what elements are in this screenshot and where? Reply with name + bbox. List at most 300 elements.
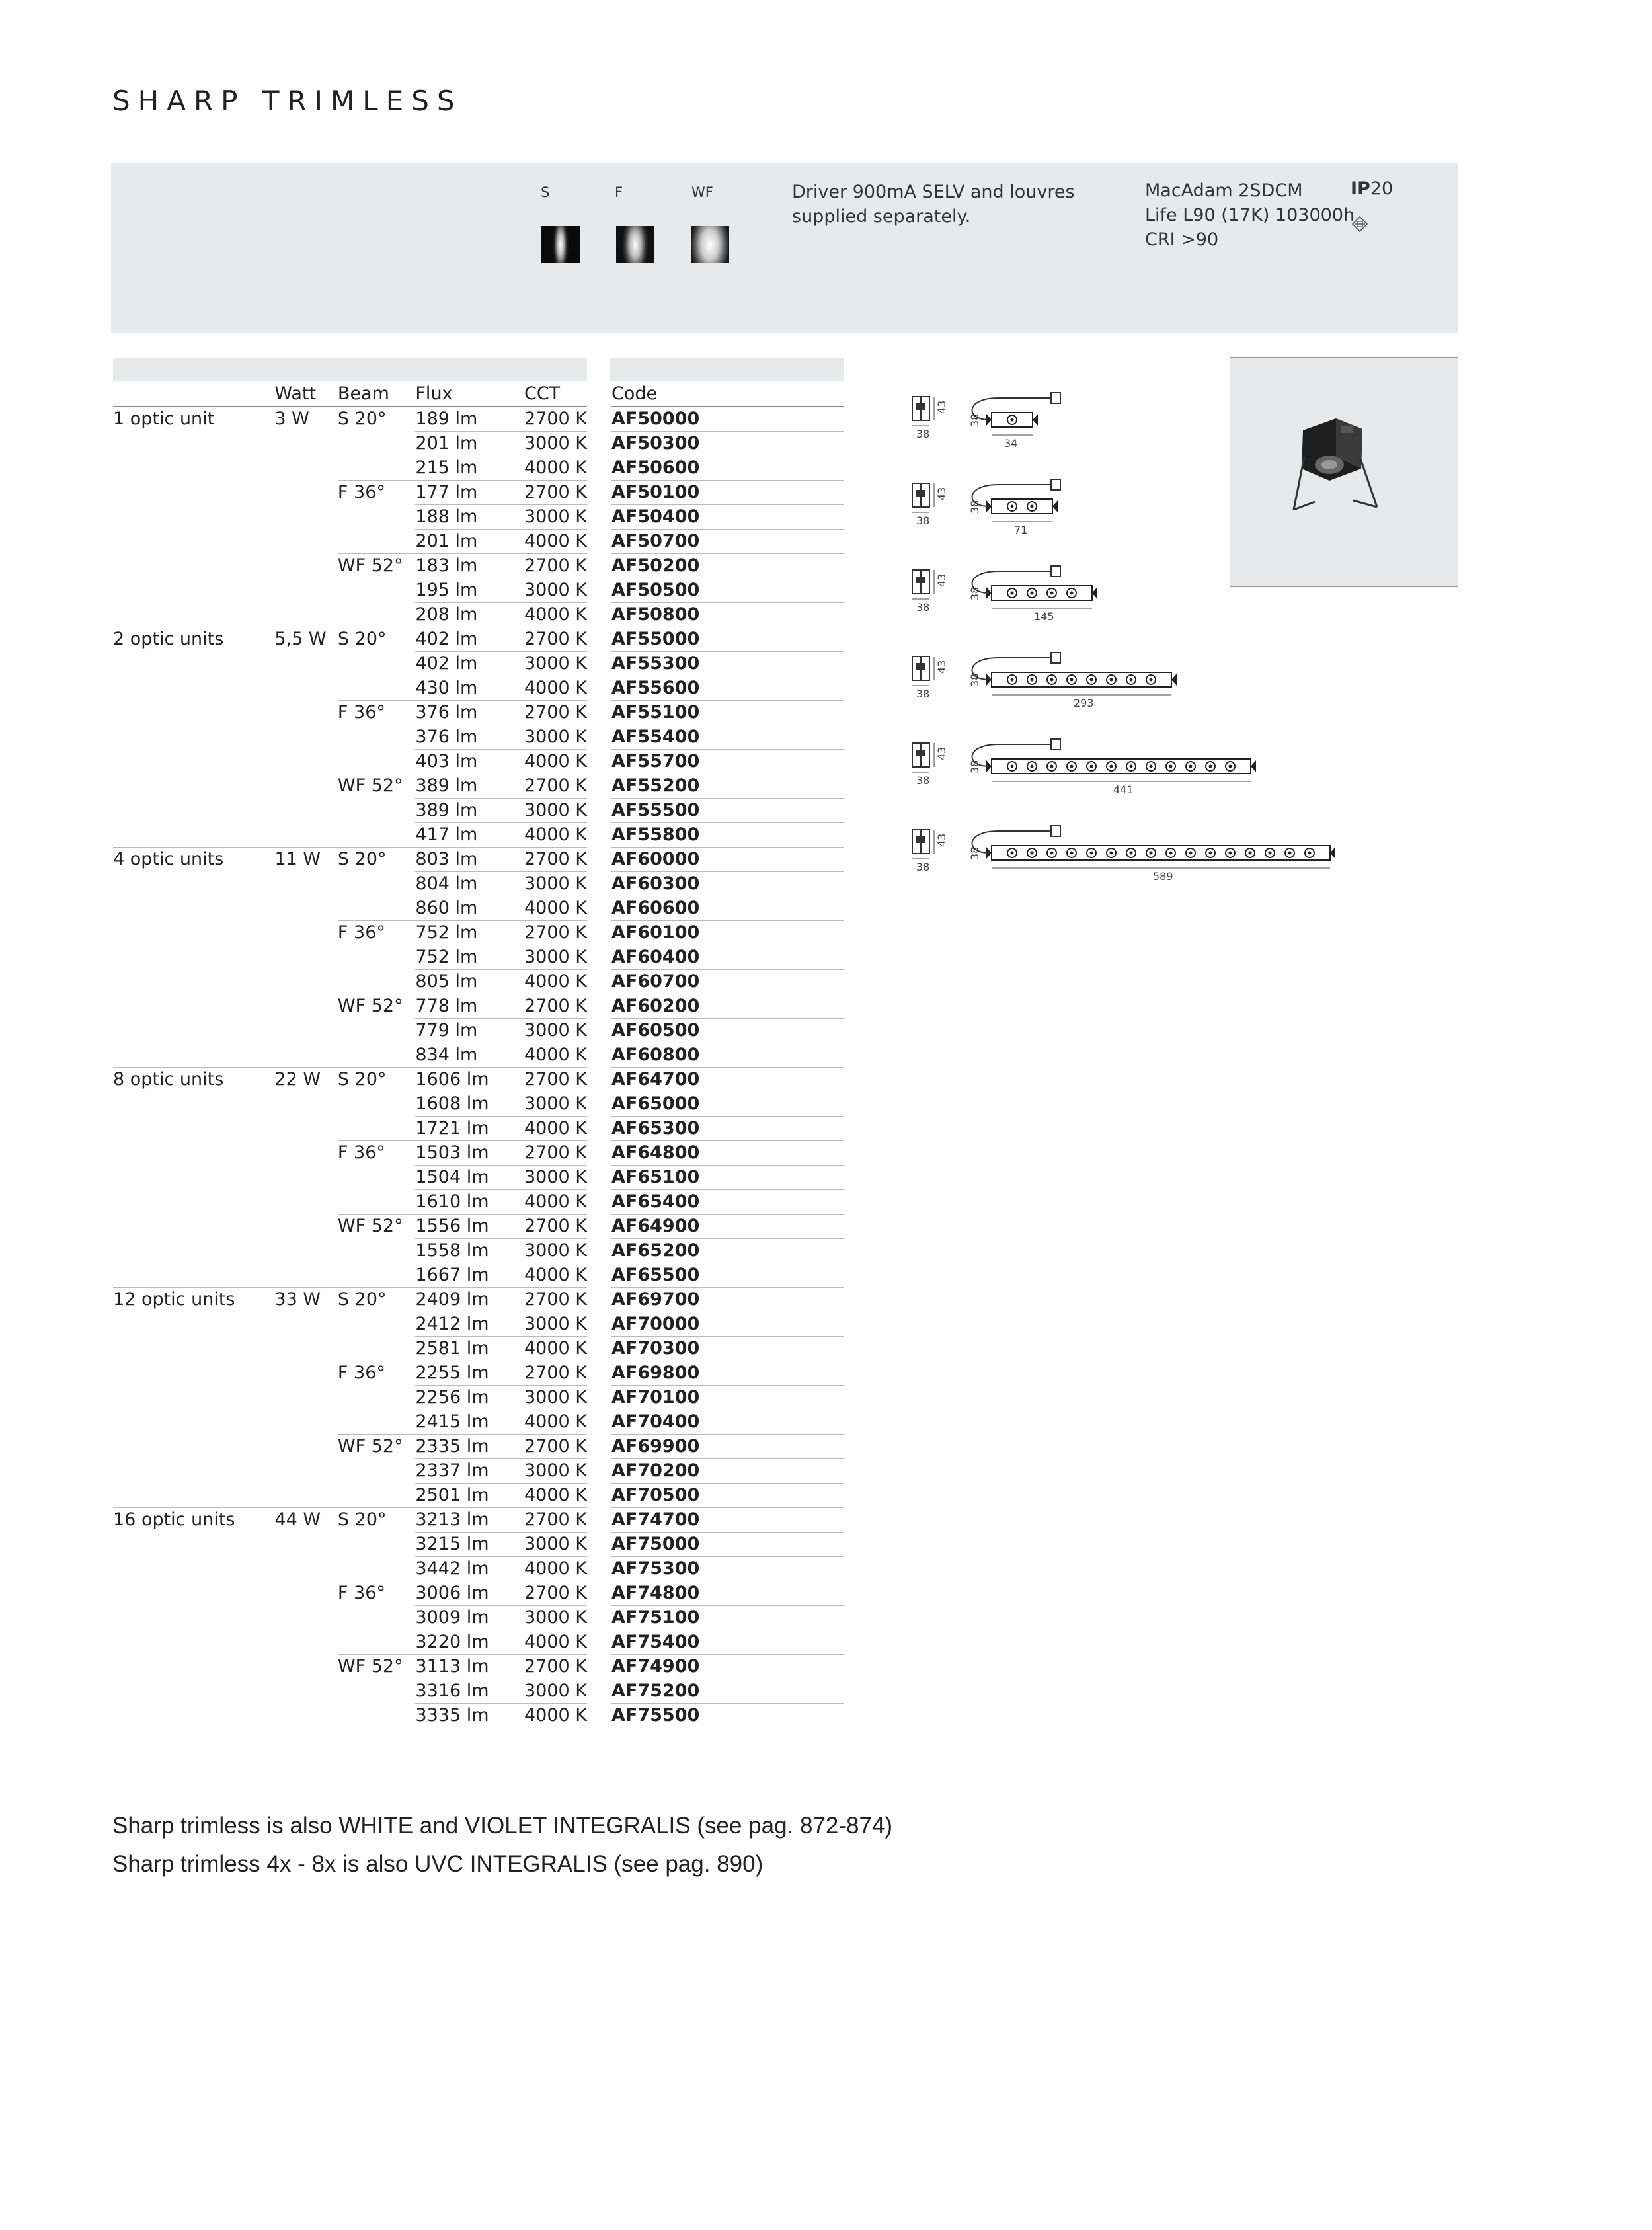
cable xyxy=(972,571,1051,593)
flux-cell: 1610 lm xyxy=(415,1190,524,1215)
optic-center xyxy=(1169,765,1173,768)
cct-cell: 2700 K xyxy=(524,1361,587,1386)
flux-cell: 752 lm xyxy=(415,921,524,945)
dimension-label: 43 xyxy=(935,487,948,500)
cct-cell: 3000 K xyxy=(524,872,587,896)
flux-cell: 2409 lm xyxy=(415,1288,524,1312)
code-cell: AF75100 xyxy=(611,1606,844,1630)
watt-cell xyxy=(274,530,338,554)
cct-cell: 3000 K xyxy=(524,725,587,750)
code-cell: AF70300 xyxy=(611,1337,844,1361)
watt-cell xyxy=(274,1459,338,1484)
code-cell: AF50700 xyxy=(611,530,844,554)
optic-center xyxy=(1011,418,1014,422)
watt-cell xyxy=(274,1312,338,1337)
beam-cell xyxy=(338,1484,415,1508)
code-row xyxy=(611,1117,844,1141)
watt-cell xyxy=(274,1581,338,1606)
table-row xyxy=(113,945,587,970)
unit-cell xyxy=(113,1459,274,1484)
unit-cell xyxy=(113,432,274,456)
flux-cell: 834 lm xyxy=(415,1043,524,1068)
flux-cell: 430 lm xyxy=(415,676,524,701)
table-row xyxy=(113,1019,587,1043)
code-row xyxy=(611,1263,844,1288)
beam-cell xyxy=(338,1606,415,1630)
unit-cell xyxy=(113,1361,274,1386)
optic-center xyxy=(1169,852,1173,855)
code-row xyxy=(611,1655,844,1679)
cct-cell: 3000 K xyxy=(524,505,587,530)
table-row xyxy=(113,750,587,774)
header-flux: Flux xyxy=(415,382,524,407)
connector xyxy=(1051,566,1060,577)
watt-cell: 33 W xyxy=(274,1288,338,1312)
flux-cell: 183 lm xyxy=(415,554,524,578)
code-cell: AF60800 xyxy=(611,1043,844,1068)
cct-cell: 3000 K xyxy=(524,1092,587,1117)
unit-cell xyxy=(113,603,274,627)
code-row xyxy=(611,896,844,921)
watt-cell xyxy=(274,1435,338,1459)
code-cell: AF74800 xyxy=(611,1581,844,1606)
watt-cell xyxy=(274,1117,338,1141)
beam-cell: WF 52° xyxy=(338,1435,415,1459)
header-watt: Watt xyxy=(274,382,338,407)
code-cell: AF55400 xyxy=(611,725,844,750)
unit-cell xyxy=(113,1410,274,1435)
watt-cell xyxy=(274,1141,338,1166)
beam-cell xyxy=(338,578,415,603)
code-cell: AF60200 xyxy=(611,994,844,1019)
watt-cell xyxy=(274,505,338,530)
table-row xyxy=(113,823,587,848)
code-cell: AF55800 xyxy=(611,823,844,848)
table-row xyxy=(113,994,587,1019)
unit-cell xyxy=(113,481,274,505)
code-row xyxy=(611,1533,844,1557)
product-photo xyxy=(1230,357,1458,587)
watt-cell: 22 W xyxy=(274,1068,338,1092)
cct-cell: 3000 K xyxy=(524,1166,587,1190)
watt-cell xyxy=(274,799,338,823)
beam-cell xyxy=(338,1312,415,1337)
table-row xyxy=(113,1190,587,1215)
cct-cell: 4000 K xyxy=(524,1484,587,1508)
watt-cell xyxy=(274,1704,338,1728)
watt-cell xyxy=(274,1484,338,1508)
table-row xyxy=(113,456,587,481)
code-cell: AF69700 xyxy=(611,1288,844,1312)
code-cell: AF55200 xyxy=(611,774,844,799)
unit-cell xyxy=(113,1386,274,1410)
unit-cell xyxy=(113,1190,274,1215)
watt-cell xyxy=(274,578,338,603)
code-cell: AF55500 xyxy=(611,799,844,823)
watt-cell xyxy=(274,1337,338,1361)
code-row xyxy=(611,1166,844,1190)
page-title: SHARP TRIMLESS xyxy=(112,85,463,117)
unit-cell xyxy=(113,1484,274,1508)
table-row xyxy=(113,603,587,627)
optic-center xyxy=(1011,852,1014,855)
table-row xyxy=(113,1557,587,1581)
unit-cell xyxy=(113,1166,274,1190)
watt-cell xyxy=(274,1019,338,1043)
flux-cell: 189 lm xyxy=(415,407,524,432)
cct-cell: 3000 K xyxy=(524,1019,587,1043)
code-row xyxy=(611,530,844,554)
flux-cell: 195 lm xyxy=(415,578,524,603)
flux-cell: 3215 lm xyxy=(415,1533,524,1557)
flux-cell: 208 lm xyxy=(415,603,524,627)
dimension-label: 441 xyxy=(1113,783,1134,796)
cct-cell: 4000 K xyxy=(524,676,587,701)
optic-center xyxy=(1090,678,1093,682)
spring-clip xyxy=(1092,587,1097,599)
spring-clip xyxy=(1171,674,1177,686)
dimension-label: 38 xyxy=(968,500,981,514)
table-row xyxy=(113,1679,587,1704)
connector xyxy=(1051,393,1060,403)
code-row xyxy=(611,578,844,603)
optic-center xyxy=(1308,852,1312,855)
table-row xyxy=(113,1215,587,1239)
header-cct: CCT xyxy=(524,382,587,407)
beam-cell: S 20° xyxy=(338,627,415,652)
unit-cell xyxy=(113,1704,274,1728)
code-row xyxy=(611,1043,844,1068)
code-cell: AF50400 xyxy=(611,505,844,530)
code-cell: AF50300 xyxy=(611,432,844,456)
dimension-label: 38 xyxy=(968,846,981,860)
table-row xyxy=(113,1092,587,1117)
beam-cell xyxy=(338,896,415,921)
beam-cell: F 36° xyxy=(338,1141,415,1166)
unit-cell xyxy=(113,1312,274,1337)
housing xyxy=(992,499,1052,514)
optic-center xyxy=(1090,852,1093,855)
code-cell: AF69800 xyxy=(611,1361,844,1386)
recessed-install-icon xyxy=(1351,216,1368,233)
table-header-row xyxy=(113,382,587,407)
optic-center xyxy=(1011,592,1014,595)
beam-cell: F 36° xyxy=(338,701,415,725)
connector xyxy=(1051,826,1060,836)
code-row xyxy=(611,432,844,456)
cct-cell: 2700 K xyxy=(524,1655,587,1679)
watt-cell xyxy=(274,1190,338,1215)
unit-cell xyxy=(113,1679,274,1704)
table-row xyxy=(113,799,587,823)
cable xyxy=(972,658,1051,680)
cct-cell: 4000 K xyxy=(524,1043,587,1068)
dimension-label: 43 xyxy=(935,660,948,674)
cct-cell: 4000 K xyxy=(524,603,587,627)
cct-cell: 3000 K xyxy=(524,1386,587,1410)
watt-cell xyxy=(274,1215,338,1239)
watt-cell xyxy=(274,1043,338,1068)
watt-cell xyxy=(274,481,338,505)
code-row xyxy=(611,1410,844,1435)
cct-cell: 4000 K xyxy=(524,970,587,994)
table-row xyxy=(113,432,587,456)
watt-cell: 11 W xyxy=(274,848,338,872)
code-cell: AF75300 xyxy=(611,1557,844,1581)
header-beam: Beam xyxy=(338,382,415,407)
code-cell: AF50600 xyxy=(611,456,844,481)
flux-cell: 1504 lm xyxy=(415,1166,524,1190)
optic-center xyxy=(1050,852,1054,855)
table-row xyxy=(113,1410,587,1435)
table-row xyxy=(113,1239,587,1263)
optic-center xyxy=(1011,505,1014,508)
footnote-integralis: Sharp trimless is also WHITE and VIOLET INTEGRALIS (see pag. 872-874) xyxy=(112,1813,893,1839)
cct-cell: 3000 K xyxy=(524,1312,587,1337)
table-row xyxy=(113,701,587,725)
flux-cell: 177 lm xyxy=(415,481,524,505)
wide-flood-beam-icon xyxy=(691,226,729,263)
optic-center xyxy=(1070,592,1074,595)
dimension-label: 34 xyxy=(1004,437,1018,450)
optic-center xyxy=(1150,852,1153,855)
flux-cell: 1608 lm xyxy=(415,1092,524,1117)
watt-cell xyxy=(274,1679,338,1704)
code-row xyxy=(611,1215,844,1239)
unit-cell xyxy=(113,1630,274,1655)
code-row xyxy=(611,774,844,799)
cct-cell: 2700 K xyxy=(524,407,587,432)
driver-note-line: supplied separately. xyxy=(792,206,971,227)
code-row xyxy=(611,1484,844,1508)
code-cell: AF60700 xyxy=(611,970,844,994)
code-row xyxy=(611,1361,844,1386)
beam-cell xyxy=(338,530,415,554)
cct-cell: 4000 K xyxy=(524,750,587,774)
table-row xyxy=(113,1117,587,1141)
table-row xyxy=(113,1141,587,1166)
header-code: Code xyxy=(611,382,844,407)
cct-cell: 3000 K xyxy=(524,1459,587,1484)
flux-cell: 201 lm xyxy=(415,530,524,554)
flux-cell: 779 lm xyxy=(415,1019,524,1043)
optic-center xyxy=(1249,852,1252,855)
dimension-label: 38 xyxy=(916,861,930,873)
driver-note-line: Driver 900mA SELV and louvres xyxy=(792,182,1075,202)
code-row xyxy=(611,1068,844,1092)
beam-cell xyxy=(338,1043,415,1068)
optic-center xyxy=(1031,505,1034,508)
side-profile-optic xyxy=(916,577,925,583)
code-cell: AF70000 xyxy=(611,1312,844,1337)
unit-cell xyxy=(113,1337,274,1361)
code-cell: AF75200 xyxy=(611,1679,844,1704)
beam-cell xyxy=(338,505,415,530)
flux-cell: 3442 lm xyxy=(415,1557,524,1581)
unit-cell xyxy=(113,1606,274,1630)
code-row xyxy=(611,750,844,774)
beam-cell: F 36° xyxy=(338,481,415,505)
beam-cell: S 20° xyxy=(338,1288,415,1312)
watt-cell xyxy=(274,994,338,1019)
cct-cell: 2700 K xyxy=(524,1508,587,1533)
table-row xyxy=(113,1166,587,1190)
code-header-row xyxy=(611,382,844,407)
dimension-label: 43 xyxy=(935,746,948,760)
watt-cell xyxy=(274,1239,338,1263)
life-spec: Life L90 (17K) 103000h xyxy=(1145,205,1355,225)
watt-cell xyxy=(274,921,338,945)
flux-cell: 1503 lm xyxy=(415,1141,524,1166)
spring-clip xyxy=(1033,414,1038,426)
beam-cell xyxy=(338,1704,415,1728)
table-row xyxy=(113,554,587,578)
code-cell: AF64800 xyxy=(611,1141,844,1166)
cct-cell: 3000 K xyxy=(524,1606,587,1630)
beam-cell xyxy=(338,1190,415,1215)
code-row xyxy=(611,481,844,505)
watt-cell xyxy=(274,774,338,799)
watt-cell: 5,5 W xyxy=(274,627,338,652)
unit-cell xyxy=(113,896,274,921)
table-row xyxy=(113,970,587,994)
unit-cell: 12 optic units xyxy=(113,1288,274,1312)
cct-cell: 3000 K xyxy=(524,578,587,603)
cable xyxy=(972,398,1051,420)
unit-cell xyxy=(113,750,274,774)
dimension-label: 38 xyxy=(916,688,930,700)
code-row xyxy=(611,1679,844,1704)
watt-cell xyxy=(274,432,338,456)
optic-center xyxy=(1110,852,1113,855)
code-row xyxy=(611,872,844,896)
unit-cell xyxy=(113,1019,274,1043)
unit-cell: 4 optic units xyxy=(113,848,274,872)
flux-cell: 3009 lm xyxy=(415,1606,524,1630)
flood-beam-icon xyxy=(616,226,654,263)
unit-cell xyxy=(113,1581,274,1606)
beam-label-wf: WF xyxy=(691,184,713,200)
code-cell: AF70500 xyxy=(611,1484,844,1508)
table-row xyxy=(113,1508,587,1533)
connector xyxy=(1051,653,1060,663)
flux-cell: 389 lm xyxy=(415,774,524,799)
code-cell: AF65300 xyxy=(611,1117,844,1141)
quality-specs xyxy=(1145,179,1355,252)
cct-cell: 4000 K xyxy=(524,1410,587,1435)
watt-cell xyxy=(274,1361,338,1386)
beam-cell xyxy=(338,823,415,848)
housing xyxy=(992,672,1171,687)
cct-cell: 4000 K xyxy=(524,456,587,481)
code-cell: AF74700 xyxy=(611,1508,844,1533)
code-header-bar xyxy=(610,358,844,381)
cct-cell: 3000 K xyxy=(524,799,587,823)
flux-cell: 2415 lm xyxy=(415,1410,524,1435)
watt-cell xyxy=(274,652,338,676)
code-cell: AF64900 xyxy=(611,1215,844,1239)
connector xyxy=(1051,739,1060,750)
beam-cell xyxy=(338,1239,415,1263)
optic-center xyxy=(1150,765,1153,768)
unit-cell xyxy=(113,872,274,896)
unit-cell xyxy=(113,1655,274,1679)
dimension-label: 38 xyxy=(968,413,981,427)
beam-cell: WF 52° xyxy=(338,1655,415,1679)
cct-cell: 2700 K xyxy=(524,848,587,872)
beam-cell xyxy=(338,1410,415,1435)
cable xyxy=(972,744,1051,766)
code-cell: AF60300 xyxy=(611,872,844,896)
side-profile-optic xyxy=(916,403,925,410)
beam-cell: S 20° xyxy=(338,1508,415,1533)
code-cell: AF60500 xyxy=(611,1019,844,1043)
beam-cell xyxy=(338,872,415,896)
cct-cell: 4000 K xyxy=(524,1557,587,1581)
optic-center xyxy=(1050,765,1054,768)
table-row xyxy=(113,530,587,554)
code-row xyxy=(611,799,844,823)
code-cell: AF50100 xyxy=(611,481,844,505)
flux-cell: 3335 lm xyxy=(415,1704,524,1728)
table-row xyxy=(113,1655,587,1679)
table-row xyxy=(113,1630,587,1655)
table-row xyxy=(113,725,587,750)
code-cell: AF70200 xyxy=(611,1459,844,1484)
housing xyxy=(992,586,1092,600)
cct-cell: 4000 K xyxy=(524,1704,587,1728)
optic-center xyxy=(1011,765,1014,768)
flux-cell: 2412 lm xyxy=(415,1312,524,1337)
optic-center xyxy=(1130,765,1133,768)
table-row xyxy=(113,1361,587,1386)
table-row xyxy=(113,1043,587,1068)
unit-cell xyxy=(113,1141,274,1166)
cct-cell: 2700 K xyxy=(524,554,587,578)
code-row xyxy=(611,1630,844,1655)
code-row xyxy=(611,921,844,945)
unit-cell xyxy=(113,1215,274,1239)
flux-cell: 1558 lm xyxy=(415,1239,524,1263)
beam-cell: F 36° xyxy=(338,921,415,945)
code-row xyxy=(611,676,844,701)
table-row xyxy=(113,1704,587,1728)
cct-cell: 2700 K xyxy=(524,1215,587,1239)
table-row xyxy=(113,1484,587,1508)
cct-cell: 4000 K xyxy=(524,1117,587,1141)
cct-cell: 2700 K xyxy=(524,774,587,799)
optic-center xyxy=(1031,678,1034,682)
beam-cell xyxy=(338,432,415,456)
code-cell: AF65100 xyxy=(611,1166,844,1190)
table-row xyxy=(113,578,587,603)
unit-cell xyxy=(113,823,274,848)
code-cell: AF74900 xyxy=(611,1655,844,1679)
code-row xyxy=(611,725,844,750)
optic-center xyxy=(1070,765,1074,768)
flux-cell: 188 lm xyxy=(415,505,524,530)
dimension-label: 38 xyxy=(916,514,930,527)
code-cell: AF70400 xyxy=(611,1410,844,1435)
cri-spec: CRI >90 xyxy=(1145,229,1219,250)
beam-cell: S 20° xyxy=(338,407,415,432)
unit-cell xyxy=(113,1043,274,1068)
watt-cell xyxy=(274,676,338,701)
code-cell: AF60000 xyxy=(611,848,844,872)
code-row xyxy=(611,970,844,994)
unit-cell xyxy=(113,1117,274,1141)
ip-rating xyxy=(1351,179,1393,199)
